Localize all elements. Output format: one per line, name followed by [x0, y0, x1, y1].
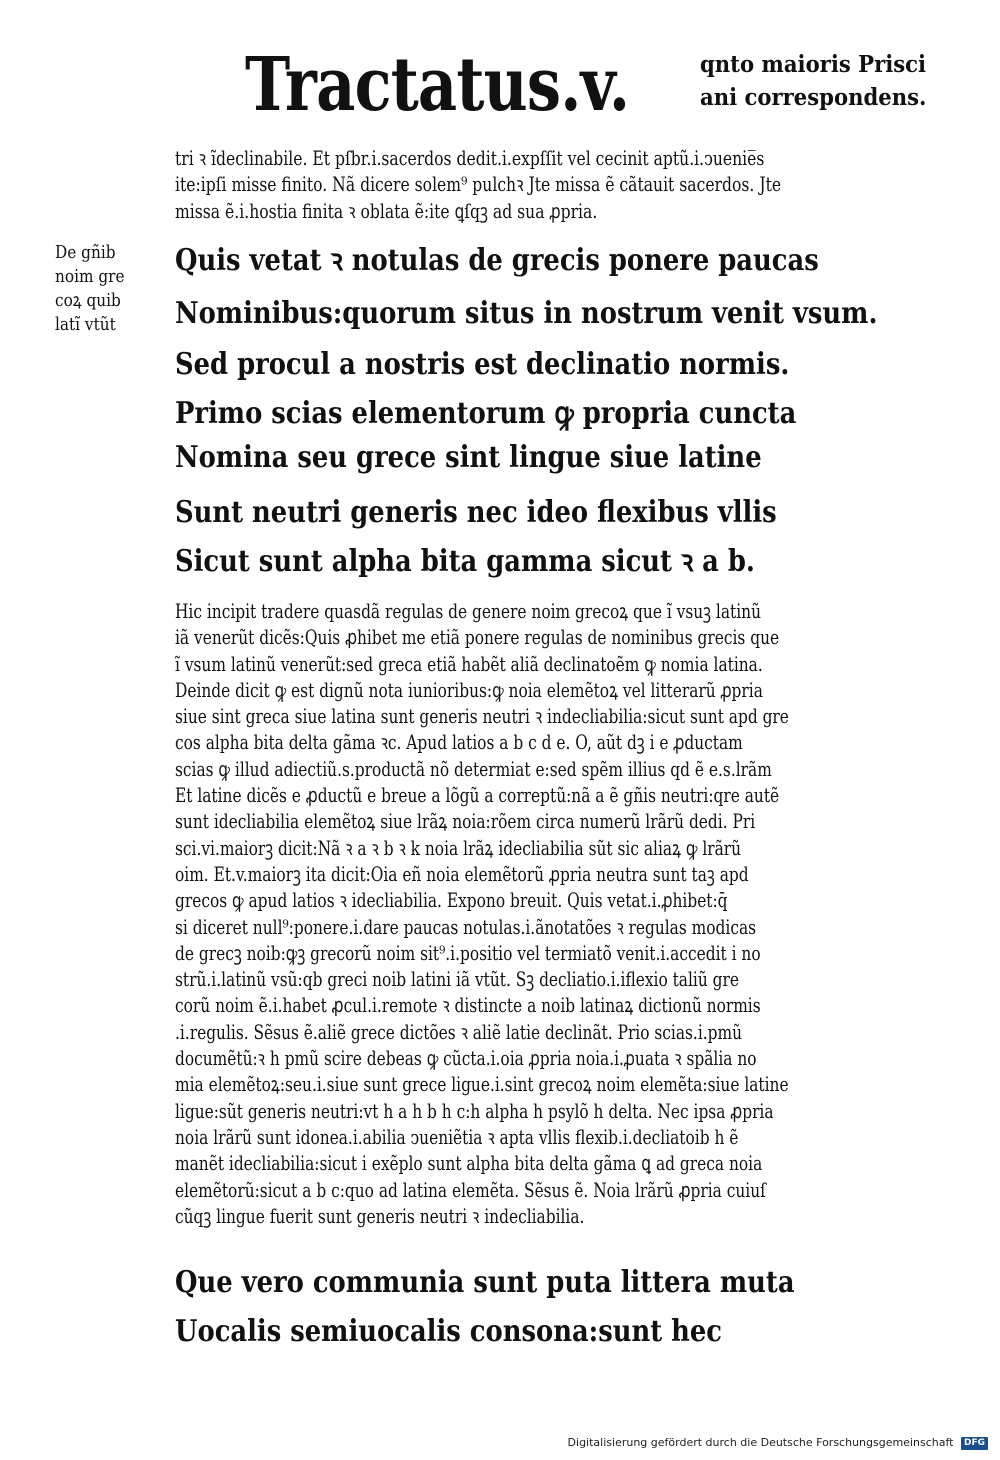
commentary-line: sci.vi.maiorꝫ dicit:Nã ꝛ a ꝛ b ꝛ k noia lrãꝝ idecliabilia sũt sic aliaꝝ ꝙ lrãrũ [175, 835, 742, 860]
verse-line: Sunt neutri generis nec ideo flexibus vllis [175, 495, 777, 530]
commentary-line: Hic incipit tradere quasdã regulas de genere noim grecoꝝ que ĩ vsuꝫ latinũ [175, 599, 761, 623]
commentary-line: Deinde dicit ꝙ est dignũ nota iunioribus:ꝙ noia elemẽtoꝝ vel litterarũ ꝓpria [175, 677, 763, 702]
commentary-line: mia elemẽtoꝝ:seu.i.siue sunt grece ligue.i.sint grecoꝝ noim elemẽta:siue latine [175, 1072, 789, 1097]
margin-note-line: De gñib [55, 242, 116, 263]
page-footer [0, 1433, 988, 1453]
commentary-line: Et latine dicẽs e ꝓductũ e breue a lõgũ a correptũ:nã a ẽ gñis neutri:qre autẽ [175, 783, 780, 808]
commentary-line: elemẽtorũ:sicut a b c:quo ad latina elemẽta. Sẽsus ẽ. Noia lrãrũ ꝓpria cuiuſ [175, 1177, 766, 1202]
verse-line: Nominibus:quorum situs in nostrum venit vsum. [175, 296, 878, 331]
commentary-line: grecos ꝙ apud latios ꝛ idecliabilia. Expono breuit. Quis vetat.i.ꝓhibet:q̄ [175, 888, 728, 913]
commentary-line: cos alpha bita delta gãma ꝛc. Apud latios a b c d e. O, aũt dꝫ i e ꝓductam [175, 730, 743, 755]
commentary-line: manẽt idecliabilia:sicut i exẽplo sunt alpha bita delta gãma ꝗ ad greca noia [175, 1151, 763, 1176]
commentary-line: cũqꝫ lingue fuerit sunt generis neutri ꝛ indecliabilia. [175, 1203, 585, 1228]
verse-line: Primo scias elementorum ꝙ propria cuncta [175, 396, 797, 431]
verse-line: Quis vetat ꝛ notulas de grecis ponere paucas [175, 243, 819, 278]
verse-line: Sicut sunt alpha bita gamma sicut ꝛ a b. [175, 544, 755, 579]
margin-note-line: latĩ vtũt [55, 314, 116, 335]
commentary-line: scias ꝙ illud adiectiũ.s.productã nõ determiat e:sed spẽm illius qd ẽ e.s.lrãm [175, 756, 772, 781]
commentary-line: iã venerũt dicẽs:Quis ꝓhibet me etiã ponere regulas de nominibus grecis que [175, 625, 780, 650]
margin-note [55, 241, 125, 337]
commentary-line: .i.regulis. Sẽsus ẽ.aliẽ grece dictões ꝛ aliẽ latie declinãt. Prio scias.i.pmũ [175, 1019, 743, 1044]
subtitle-line-1: qnto maioris Prisci [700, 51, 927, 78]
treatise-title: Tractatus.v. [245, 42, 630, 128]
verse-line: Que vero communia sunt puta littera muta [175, 1265, 795, 1300]
margin-note-line: coꝝ quib [55, 290, 121, 311]
commentary-line: ĩ vsum latinũ venerũt:sed greca etiã habẽt aliã declinatoẽm ꝙ nomia latina. [175, 651, 763, 676]
verse-line: Uocalis semiuocalis consona:sunt hec [175, 1314, 723, 1349]
commentary-main [175, 598, 789, 1229]
dfg-logo: DFG [961, 1437, 988, 1450]
commentary-line: tri ꝛ ĩdeclinabile. Et pſbr.i.sacerdos dedit.i.expſſit vel cecinit aptũ.i.ↄuenie̅s [175, 146, 765, 170]
verse-line: Sed procul a nostris est declinatio normis. [175, 347, 790, 382]
subtitle-line-2: ani correspondens. [700, 84, 927, 111]
commentary-line: ligue:sũt generis neutri:vt h a h b h c:h alpha h psylõ h delta. Nec ipsa ꝓpria [175, 1098, 774, 1123]
commentary-line: noia lrãrũ sunt idonea.i.abilia ↄueniẽtia ꝛ apta vllis flexib.i.decliatoib h ẽ [175, 1124, 739, 1149]
page-header [245, 40, 965, 130]
commentary-line: siue sint greca siue latina sunt generis neutri ꝛ indecliabilia:sicut sunt apd gre [175, 704, 789, 729]
commentary-line: oim. Et.v.maiorꝫ ita dicit:Oia eñ noia elemẽtorũ ꝓpria neutra sunt taꝫ apd [175, 861, 749, 886]
funding-notice: Digitalisierung gefördert durch die Deutsche Forschungsgemeinschaft [567, 1436, 954, 1449]
commentary-line: sunt idecliabilia elemẽtoꝝ siue lrãꝝ noia:rõem circa numerũ lrãrũ dedi. Pri [175, 809, 756, 834]
verse-line: Nomina seu grece sint lingue siue latine [175, 440, 762, 475]
commentary-line: si diceret null⁹:ponere.i.dare paucas notulas.i.ãnotatões ꝛ regulas modicas [175, 914, 757, 939]
commentary-top [175, 145, 781, 224]
margin-note-line: noim gre [55, 266, 125, 287]
commentary-line: de grecꝫ noib:ꝙꝫ grecorũ noim sit⁹.i.positio vel termiatõ venit.i.accedit i no [175, 940, 761, 965]
commentary-line: corũ noim ẽ.i.habet ꝓcul.i.remote ꝛ distincte a noib latinaꝝ dictionũ normis [175, 993, 761, 1018]
commentary-line: ite:ipſi misse finito. Nã dicere solem⁹ pulchꝛ Jte missa ẽ cãtauit sacerdos. Jte [175, 172, 782, 197]
commentary-line: documẽtũ:ꝛ h pmũ scire debeas ꝙ cũcta.i.oia ꝓpria noia.i.ꝓuata ꝛ spãlia no [175, 1046, 757, 1071]
commentary-line: strũ.i.latinũ vsũ:qb greci noib latini iã vtũt. Sꝫ decliatio.i.iflexio taliũ gre [175, 967, 739, 992]
treatise-subtitle [700, 48, 926, 114]
commentary-line: missa ẽ.i.hostia finita ꝛ oblata ẽ:ite ꝗſqꝫ ad sua ꝓpria. [175, 198, 598, 223]
